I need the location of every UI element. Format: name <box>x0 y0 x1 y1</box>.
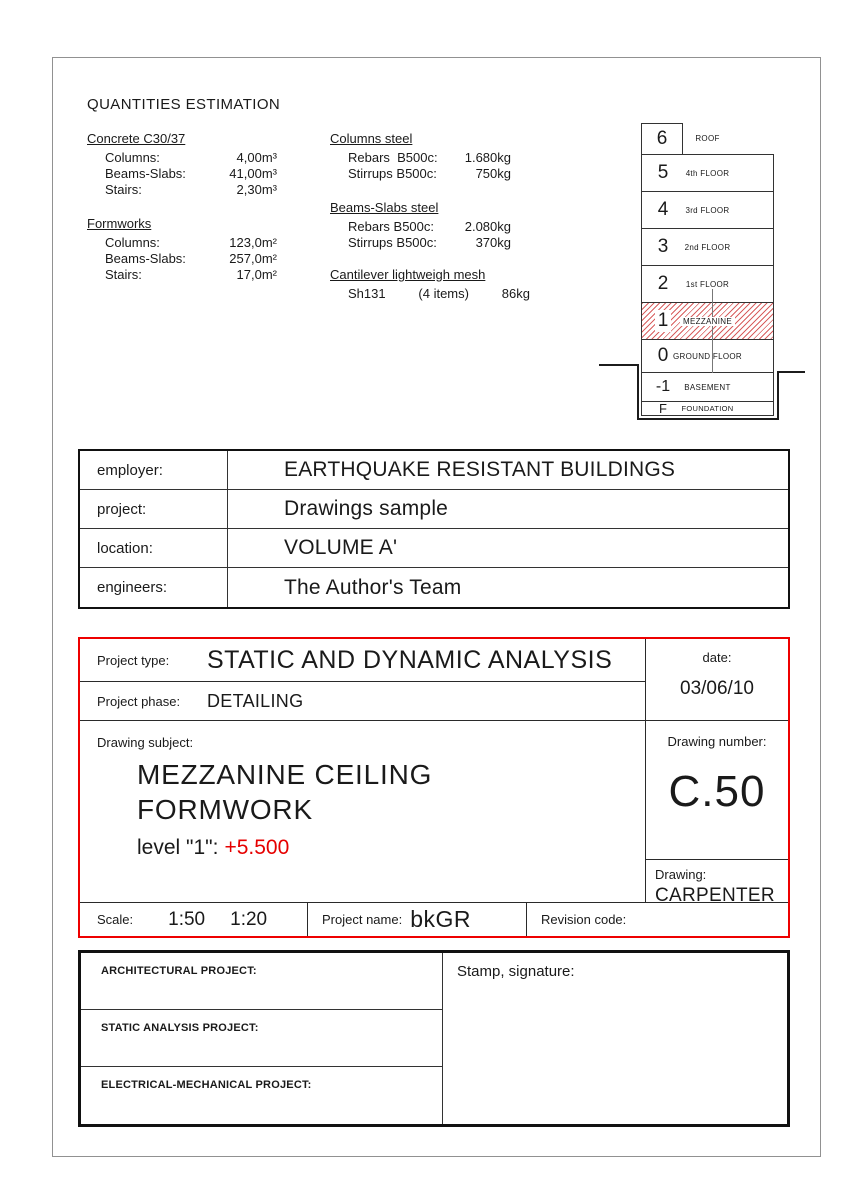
row-label: project: <box>80 490 228 528</box>
date-cell <box>646 639 788 721</box>
signature-row-label: ARCHITECTURAL PROJECT: <box>101 965 257 977</box>
row-value: The Author's Team <box>284 575 462 599</box>
row-value: Drawings sample <box>284 497 449 520</box>
date-value: 03/06/10 <box>680 678 754 699</box>
floor-label: BASEMENT <box>684 382 731 392</box>
floor-label: 3rd FLOOR <box>685 205 730 215</box>
mesh-code: Sh131 <box>348 286 386 301</box>
mesh-row <box>348 286 530 302</box>
table-row <box>80 451 788 490</box>
floor-row-roof <box>641 123 774 155</box>
quantities-left-column <box>87 131 277 283</box>
quantity-value: 2,30m³ <box>236 182 277 197</box>
signature-row <box>81 953 442 1010</box>
quantity-row <box>87 150 277 166</box>
quantity-label: Rebars B500c: <box>348 219 434 234</box>
quantity-row <box>87 182 277 198</box>
quantity-label: Rebars B500c: <box>348 150 438 165</box>
title-block-bottom-row <box>80 902 788 936</box>
floor-label: GROUND FLOOR <box>673 351 742 361</box>
project-phase-cell <box>80 682 645 721</box>
group-header: Concrete C30/37 <box>87 131 186 146</box>
floor-label: MEZZANINE <box>642 303 773 339</box>
floor-row <box>642 192 773 229</box>
drawing-subject-line2: FORMWORK <box>137 794 313 825</box>
project-name-value: bkGR <box>410 906 471 932</box>
scale-value-2: 1:20 <box>230 908 268 930</box>
quantity-label: Columns: <box>105 235 160 250</box>
floor-row <box>642 373 773 402</box>
signature-row <box>81 1067 442 1124</box>
quantity-value: 41,00m³ <box>229 166 277 181</box>
employer-table <box>78 449 790 609</box>
level-line <box>137 836 645 860</box>
quantity-value: 4,00m³ <box>236 150 277 165</box>
formworks-group <box>87 216 277 283</box>
row-label: engineers: <box>80 568 228 607</box>
floor-row <box>642 266 773 303</box>
columns-steel-group <box>330 131 511 182</box>
quantities-middle-column <box>330 131 530 302</box>
project-phase-label: Project phase: <box>97 693 181 709</box>
row-label: location: <box>80 529 228 567</box>
floor-label: 1st FLOOR <box>685 279 730 289</box>
floor-label: ROOF <box>695 134 720 143</box>
table-row <box>80 568 788 607</box>
row-label: employer: <box>80 451 228 489</box>
floor-label: 2nd FLOOR <box>684 242 731 252</box>
quantity-value: 370kg <box>475 235 511 250</box>
stamp-signature-label: Stamp, signature: <box>457 963 575 980</box>
date-label: date: <box>702 650 732 665</box>
floor-number-box: 6 <box>641 123 683 155</box>
drawing-value: CARPENTER <box>655 885 775 906</box>
project-phase-value: DETAILING <box>207 690 304 711</box>
scale-cell <box>80 903 308 936</box>
floor-number: -1 <box>655 378 671 395</box>
quantity-label: Beams-Slabs: <box>105 166 186 181</box>
project-name-cell <box>308 903 527 936</box>
table-row <box>80 529 788 568</box>
floor-number: 3 <box>657 236 669 257</box>
concrete-group <box>87 131 277 198</box>
quantity-value: 17,0m² <box>236 267 277 282</box>
quantity-value: 257,0m² <box>229 251 277 266</box>
quantity-label: Columns: <box>105 150 160 165</box>
quantity-value: 1.680kg <box>464 150 511 165</box>
floor-number: 5 <box>657 162 669 183</box>
mesh-weight: 86kg <box>501 286 530 301</box>
quantity-row <box>87 235 277 251</box>
floor-number: 1 <box>642 303 684 339</box>
scale-value-1: 1:50 <box>168 908 206 930</box>
quantity-value: 123,0m² <box>229 235 277 250</box>
signature-block <box>78 950 790 1127</box>
drawing-subject-line1: MEZZANINE CEILING <box>137 759 433 790</box>
project-type-value: STATIC AND DYNAMIC ANALYSIS <box>207 645 613 674</box>
floor-number: 0 <box>657 345 669 366</box>
quantity-label: Stairs: <box>105 182 142 197</box>
row-value: VOLUME A' <box>284 536 398 559</box>
floor-number: F <box>659 401 667 416</box>
group-header: Cantilever lightweigh mesh <box>330 267 486 282</box>
floor-row <box>642 340 773 373</box>
drawing-subject-label: Drawing subject: <box>97 735 194 750</box>
project-type-cell <box>80 639 645 682</box>
level-value: +5.500 <box>224 836 290 859</box>
quantity-row <box>330 150 511 166</box>
quantity-row <box>87 166 277 182</box>
floor-label: 4th FLOOR <box>685 168 730 178</box>
floor-row <box>642 229 773 266</box>
drawing-number-label: Drawing number: <box>667 734 767 749</box>
floor-row <box>642 402 773 415</box>
quantity-row <box>87 251 277 267</box>
signature-row <box>81 1010 442 1067</box>
floor-row <box>642 155 773 192</box>
signature-row-label: ELECTRICAL-MECHANICAL PROJECT: <box>101 1079 312 1091</box>
floor-number: 2 <box>657 273 669 294</box>
quantity-value: 2.080kg <box>464 219 511 234</box>
quantity-label: Beams-Slabs: <box>105 251 186 266</box>
title-block <box>78 637 790 938</box>
floor-row-mezzanine-hatched <box>642 303 773 340</box>
quantity-row <box>330 219 511 235</box>
level-label: level "1": <box>137 836 219 859</box>
group-header: Columns steel <box>330 131 413 146</box>
row-value: EARTHQUAKE RESISTANT BUILDINGS <box>284 458 676 481</box>
project-type-label: Project type: <box>97 652 170 668</box>
revision-code-cell <box>527 903 788 936</box>
table-row <box>80 490 788 529</box>
group-header: Beams-Slabs steel <box>330 200 439 215</box>
scale-label: Scale: <box>97 912 134 927</box>
quantity-row <box>330 235 511 251</box>
revision-code-label: Revision code: <box>541 912 627 927</box>
mesh-items: (4 items) <box>418 286 469 301</box>
quantity-label: Stirrups B500c: <box>348 166 437 181</box>
quantity-label: Stirrups B500c: <box>348 235 437 250</box>
floor-label: FOUNDATION <box>681 404 734 413</box>
group-header: Formworks <box>87 216 152 231</box>
floor-stack-diagram <box>641 154 774 416</box>
floor-number: 4 <box>657 199 669 220</box>
quantity-value: 750kg <box>475 166 511 181</box>
beams-slabs-steel-group <box>330 200 511 251</box>
quantities-title: QUANTITIES ESTIMATION <box>87 96 281 113</box>
quantity-row <box>87 267 277 283</box>
project-name-label: Project name: <box>322 912 403 927</box>
drawing-number-cell <box>646 734 788 860</box>
cantilever-mesh-group <box>330 267 530 302</box>
drawing-subject-cell <box>80 721 645 902</box>
drawing-label: Drawing: <box>655 867 707 882</box>
stamp-signature-cell <box>443 953 787 1124</box>
signature-left-column <box>81 953 443 1124</box>
title-block-right-column <box>645 639 788 906</box>
quantity-label: Stairs: <box>105 267 142 282</box>
quantity-row <box>330 166 511 182</box>
signature-row-label: STATIC ANALYSIS PROJECT: <box>101 1022 259 1034</box>
drawing-number-value: C.50 <box>668 767 766 816</box>
